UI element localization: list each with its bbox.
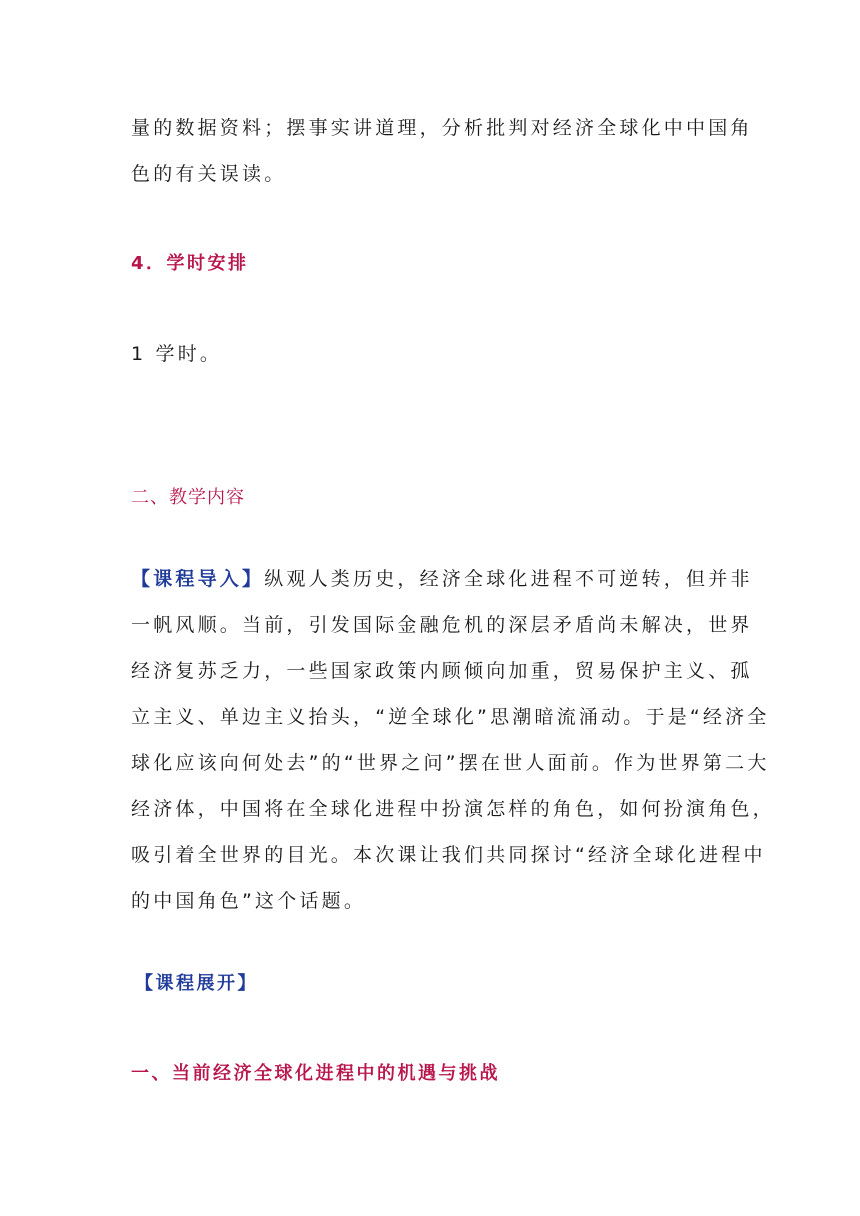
text-line: 色的有关误读。: [131, 163, 287, 185]
text-line: 经济体，中国将在全球化进程中扮演怎样的角色，如何扮演角色，: [131, 798, 775, 820]
text-line: 吸引着全世界的目光。本次课让我们共同探讨“经济全球化进程中: [131, 844, 766, 866]
text-line: 量的数据资料；摆事实讲道理，分析批判对经济全球化中中国角: [131, 117, 753, 139]
text-line: 立主义、单边主义抬头，“逆全球化”思潮暗流涌动。于是“经济全: [131, 706, 770, 728]
text-line: 球化应该向何处去”的“世界之问”摆在世人面前。作为世界第二大: [131, 752, 770, 774]
heading-study-hours: 4．学时安排: [131, 253, 249, 274]
text-line: 经济复苏乏力，一些国家政策内顾倾向加重，贸易保护主义、孤: [131, 660, 753, 682]
paragraph-study-hours: [131, 331, 731, 377]
paragraph-intro-continuation: [131, 105, 753, 197]
course-intro-first-line: 纵观人类历史，经济全球化进程不可逆转，但并非: [264, 568, 753, 590]
course-intro-label: 【课程导入】: [131, 568, 265, 590]
heading-section-one: 一、当前经济全球化进程中的机遇与挑战: [131, 1063, 500, 1084]
heading-teaching-content: 二、教学内容: [131, 487, 245, 508]
text-line: [131, 556, 753, 602]
text-line: 1 学时。: [131, 343, 223, 365]
course-expand-label: 【课程展开】: [135, 973, 258, 994]
text-line: 的中国角色”这个话题。: [131, 890, 367, 912]
text-line: 一帆风顺。当前，引发国际金融危机的深层矛盾尚未解决，世界: [131, 614, 753, 636]
paragraph-course-intro: [131, 556, 775, 924]
